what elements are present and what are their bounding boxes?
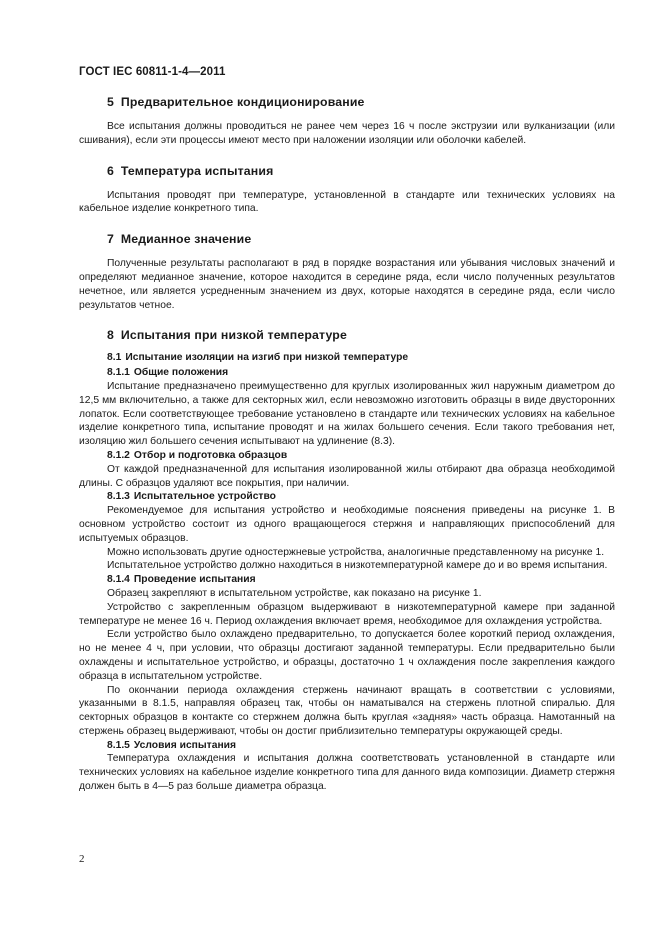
- section-8-heading: [79, 328, 615, 343]
- section-title: Медианное значение: [120, 232, 252, 247]
- paragraph: Можно использовать другие одностержневые устройства, аналогичные представленному на рисунке 1.: [107, 546, 605, 558]
- subsection-8-1-2-heading: [79, 449, 615, 463]
- subsection-number: 8.1: [107, 352, 122, 364]
- paragraph: Температура охлаждения и испытания должна соответствовать установленной в стандарте или технических условиях на кабельное изделие конкретного типа для данного вида композиции. Диаметр стержня должен быть в 4—5 раз больше диаметра образца.: [79, 753, 615, 793]
- paragraph: Образец закрепляют в испытательном устройстве, как показано на рисунке 1.: [107, 587, 482, 599]
- subsection-title: Условия испытания: [133, 739, 237, 751]
- subsection-number: 8.1.1: [107, 367, 130, 379]
- paragraph: Если устройство было охлаждено предварительно, то допускается более короткий период охлаждения, но не менее 4 ч, при условии, что образцы достигают заданной температуры. Если предварительно были охлаждены и испытательное устройство, и образцы, достаточно 1 ч охлаждения после закрепления каждого образца в испытательном устройстве.: [79, 629, 615, 682]
- subsection-title: Общие положения: [133, 367, 229, 379]
- section-7-heading: [79, 232, 615, 247]
- subsection-number: 8.1.4: [107, 574, 130, 586]
- subsection-number: 8.1.3: [107, 491, 130, 503]
- subsection-8-1-3-heading: [79, 490, 615, 504]
- subsection-title: Проведение испытания: [133, 574, 256, 586]
- paragraph: Испытания проводят при температуре, установленной в стандарте или технических условиях на кабельное изделие конкретного типа.: [79, 189, 615, 215]
- subsection-8-1-1-heading: [79, 366, 615, 380]
- paragraph: Устройство с закрепленным образцом выдерживают в низкотемпературной камере при заданной температуре не менее 16 ч. Период охлаждения включает время, необходимое для охлаждения устройства.: [79, 601, 615, 627]
- section-number: 6: [107, 163, 114, 178]
- section-number: 8: [107, 328, 114, 343]
- paragraph: Полученные результаты располагают в ряд в порядке возрастания или убывания числовых значений и определяют медианное значение, которое находится в середине ряда, если число полученных результатов нечетное, или является усредненным значением из двух, которые находятся в середине ряда, если число результатов четное.: [79, 258, 615, 311]
- paragraph: Испытательное устройство должно находиться в низкотемпературной камере до и во время испытания.: [107, 560, 608, 572]
- paragraph: По окончании периода охлаждения стержень начинают вращать в соответствии с условиями, указанными в 8.1.5, направляя образец так, чтобы он наматывался на стержень плотной спиралью. Для секторных образцов в контакте со стержнем должна быть круглая «задняя» часть образца. Намотанный на стержень образец выдерживают, чтобы он достиг приблизительно температуры окружающей среды.: [79, 684, 615, 737]
- paragraph: Все испытания должны проводиться не ранее чем через 16 ч после экструзии или вулканизации (или сшивания), если эти процессы имеют место при наложении изоляции или оболочки кабелей.: [79, 121, 615, 146]
- subsection-title: Испытательное устройство: [133, 491, 276, 503]
- paragraph: Рекомендуемое для испытания устройство и необходимые пояснения приведены на рисунке 1. В основном устройство состоит из одного вращающегося стержня и направляющих приспособлений для испытуемых образцов.: [79, 505, 615, 544]
- paragraph: Испытание предназначено преимущественно для круглых изолированных жил наружным диаметром до 12,5 мм включительно, а также для секторных жил, если невозможно изготовить образцы в виде двусторонних лопаток. Если соответствующее требование установлено в стандарте или технических условиях на кабельное изделие конкретного типа, испытание проводят и на жилах большего сечения. Если такого требования нет, изоляцию жил большего сечения испытывают на удлинение (8.3).: [79, 380, 615, 448]
- subsection-8-1-4-heading: [79, 573, 615, 587]
- section-number: 5: [107, 95, 114, 109]
- subsection-title: Испытание изоляции на изгиб при низкой температуре: [125, 352, 409, 364]
- standard-header: ГОСТ IEC 60811-1-4—2011: [79, 66, 226, 78]
- subsection-8-1-heading: [79, 351, 615, 365]
- section-title: Предварительное кондиционирование: [120, 95, 365, 109]
- section-title: Температура испытания: [120, 163, 274, 178]
- section-title: Испытания при низкой температуре: [120, 328, 347, 343]
- page-number: 2: [79, 853, 85, 865]
- subsection-8-1-5-heading: [79, 739, 615, 753]
- section-5-heading: [79, 95, 615, 110]
- subsection-title: Отбор и подготовка образцов: [133, 449, 288, 461]
- subsection-number: 8.1.5: [107, 739, 130, 751]
- section-6-heading: [79, 164, 615, 179]
- page-content: [79, 94, 615, 794]
- section-number: 7: [107, 232, 114, 247]
- subsection-number: 8.1.2: [107, 449, 130, 461]
- paragraph: От каждой предназначенной для испытания изолированной жилы отбирают два образца необходимой длины. С образцов удаляют все покрытия, при наличии.: [79, 463, 615, 489]
